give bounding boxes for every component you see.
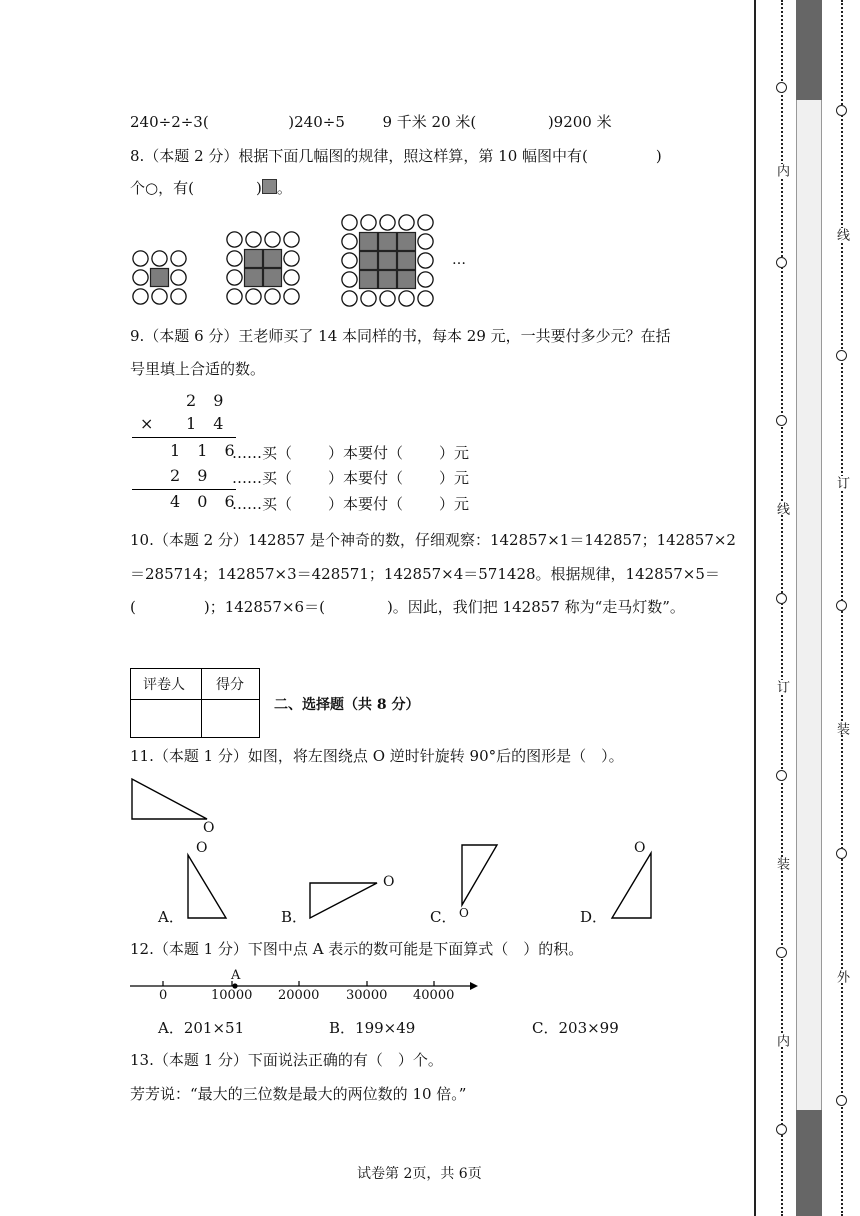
margin-label-inner-4: 装 xyxy=(774,857,789,870)
q9-partial-2: 2 9 xyxy=(170,466,214,485)
q12-tick-30000: 30000 xyxy=(346,988,388,1003)
binding-hole-icon xyxy=(836,350,847,361)
q11-point-o-c: O xyxy=(459,906,469,920)
margin-strip xyxy=(796,100,822,1110)
score-table-score: 得分 xyxy=(216,677,244,693)
margin-label-inner-2: 线 xyxy=(774,502,789,515)
binding-hole-icon xyxy=(776,257,787,268)
binding-hole-icon xyxy=(776,415,787,426)
q9-row-3: ……买（ ）本要付（ ）元 xyxy=(232,495,470,513)
q13-quote: 芳芳说：“最大的三位数是最大的两位数的 10 倍。” xyxy=(130,1085,467,1103)
margin-gray-bar-top xyxy=(796,0,822,100)
q11-option-d[interactable]: D． xyxy=(580,908,608,926)
q11-point-o-a: O xyxy=(196,840,208,856)
margin-label-inner-1: 内 xyxy=(774,164,789,177)
q12-tick-40000: 40000 xyxy=(413,988,455,1003)
margin-label-outer-4: 外 xyxy=(834,970,849,983)
q10-line2: ＝285714；142857×3＝428571；142857×4＝571428。根据规律，142857×5＝ xyxy=(130,565,720,583)
binding-hole-icon xyxy=(776,593,787,604)
q9-line1: 9.（本题 6 分）王老师买了 14 本同样的书，每本 29 元，一共要付多少元？在括 xyxy=(130,327,671,345)
binding-hole-icon xyxy=(836,600,847,611)
q12-tick-20000: 20000 xyxy=(278,988,320,1003)
binding-hole-icon xyxy=(836,105,847,116)
q12-option-b[interactable]: B．199×49 xyxy=(329,1019,416,1037)
binding-hole-icon xyxy=(776,1124,787,1135)
binding-hole-icon xyxy=(836,1095,847,1106)
q12-option-c[interactable]: C．203×99 xyxy=(532,1019,619,1037)
q10-line1: 10.（本题 2 分）142857 是个神奇的数，仔细观察：142857×1＝142857；142857×2 xyxy=(130,531,736,549)
q8-line1: 8.（本题 2 分）根据下面几幅图的规律，照这样算，第 10 幅图中有( ) xyxy=(130,147,662,165)
q9-multiplicand: 2 9 xyxy=(186,391,230,410)
q9-row-1: ……买（ ）本要付（ ）元 xyxy=(232,444,470,462)
q12-text: 12.（本题 1 分）下图中点 A 表示的数可能是下面算式（ ）的积。 xyxy=(130,940,584,958)
q12-tick-0: 0 xyxy=(159,988,168,1003)
q12-point-a-label: A xyxy=(231,968,241,983)
section-2-title: 二、选择题（共 8 分） xyxy=(274,697,420,713)
q11-option-b[interactable]: B． xyxy=(281,908,308,926)
q12-option-a[interactable]: A．201×51 xyxy=(158,1019,245,1037)
margin-label-inner-5: 内 xyxy=(774,1034,789,1047)
binding-hole-icon xyxy=(776,770,787,781)
margin-label-outer-3: 装 xyxy=(834,722,849,735)
q9-total: 4 0 6 xyxy=(170,492,241,511)
q11-point-o-b: O xyxy=(383,874,395,890)
score-table-grader: 评卷人 xyxy=(143,677,185,693)
binding-hole-icon xyxy=(776,82,787,93)
margin-label-outer-2: 订 xyxy=(834,476,849,489)
q8-ellipsis: … xyxy=(452,252,466,268)
q9-multiplier: 1 4 xyxy=(186,414,230,433)
margin-label-outer-1: 线 xyxy=(834,228,849,241)
q11-point-o-d: O xyxy=(634,840,646,856)
q12-tick-10000: 10000 xyxy=(211,988,253,1003)
q8-line2: 个○，有( ) 。 xyxy=(130,179,292,197)
page-footer: 试卷第 2页，共 6页 xyxy=(357,1166,482,1182)
q7-comparison-line: 240÷2÷3( )240÷5 9 千米 20 米( )9200 米 xyxy=(130,113,612,131)
q11-text: 11.（本题 1 分）如图，将左图绕点 O 逆时针旋转 90°后的图形是（ ）。 xyxy=(130,747,624,765)
q9-line2: 号里填上合适的数。 xyxy=(130,360,266,378)
margin-gray-bar-bottom xyxy=(796,1110,822,1216)
q10-line3: ( )；142857×6＝( )。因此，我们把 142857 称为“走马灯数”。 xyxy=(130,598,685,616)
q9-row-2: ……买（ ）本要付（ ）元 xyxy=(232,469,470,487)
q13-text: 13.（本题 1 分）下面说法正确的有（ ）个。 xyxy=(130,1051,443,1069)
margin-label-inner-3: 订 xyxy=(774,680,789,693)
q9-times-sign: × xyxy=(140,414,160,433)
q11-option-c[interactable]: C． xyxy=(430,908,457,926)
binding-hole-icon xyxy=(836,848,847,859)
q11-option-a[interactable]: A． xyxy=(158,908,184,926)
margin-border-left xyxy=(754,0,756,1216)
q9-partial-1: 1 1 6 xyxy=(170,441,241,460)
binding-hole-icon xyxy=(776,947,787,958)
q11-point-o-original: O xyxy=(203,820,215,836)
